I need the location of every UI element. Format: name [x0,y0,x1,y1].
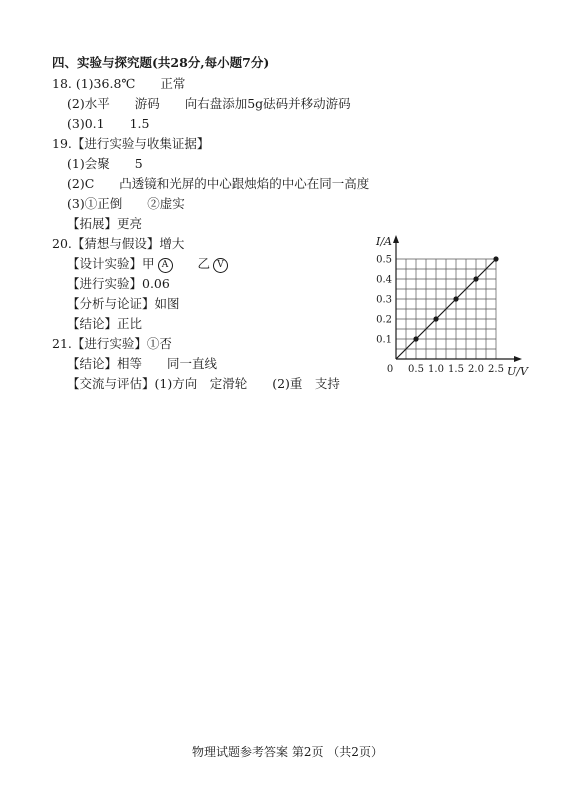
section-title: 四、实验与探究题(共28分,每小题7分) [52,55,270,70]
x-tick-label: 2.0 [468,364,484,375]
y-tick-label: 0.3 [376,294,392,306]
q18-line-3: (3)0.1 1.5 [67,116,150,131]
q20-line-2 [67,256,228,273]
y-tick-label: 0.5 [376,254,392,266]
q19-line-5: 【拓展】更亮 [67,216,143,231]
q19-line-3: (2)C 凸透镜和光屏的中心跟烛焰的中心在同一高度 [67,176,370,191]
q19-line-1: 19.【进行实验与收集证据】 [52,136,210,151]
y-tick-label: 0.4 [376,274,392,286]
data-point [453,296,458,301]
q20-design-label: 【设计实验】甲 [67,256,155,271]
q20-line-1: 20.【猜想与假设】增大 [52,236,185,251]
q20-line-5: 【结论】正比 [67,316,143,331]
iu-graph [368,232,538,382]
y-tick-label: 0.1 [376,334,392,346]
x-tick-label: 2.5 [488,364,504,375]
q18-line-1: 18. (1)36.8℃ 正常 [52,76,186,91]
page-footer: 物理试题参考答案 第2页 （共2页） [192,745,383,759]
y-axis-label: I/A [376,235,392,248]
q20-line-3: 【进行实验】0.06 [67,276,170,291]
y-tick-label: 0.2 [376,314,392,326]
data-point [433,316,438,321]
q20-line-4: 【分析与论证】如图 [67,296,180,311]
x-axis-arrow [514,356,522,362]
data-point [473,276,478,281]
q20-yi-label: 乙 [197,256,211,271]
data-point [413,336,418,341]
x-tick-label: 1.5 [448,364,464,375]
q21-line-1: 21.【进行实验】①否 [52,336,172,351]
q19-line-4: (3)①正倒 ②虚实 [67,196,185,211]
x-tick-label: 1.0 [428,364,444,375]
x-axis-label: U/V [507,365,528,378]
q21-line-3: 【交流与评估】(1)方向 定滑轮 (2)重 支持 [67,376,340,391]
origin-label: 0 [386,364,394,375]
q18-line-2: (2)水平 游码 向右盘添加5g砝码并移动游码 [67,96,351,111]
ammeter-symbol: A [158,258,173,273]
q19-line-2: (1)会聚 5 [67,156,143,171]
x-tick-label: 0.5 [408,364,424,375]
voltmeter-symbol: V [213,258,228,273]
data-point [493,256,498,261]
y-axis-arrow [393,235,399,243]
q21-line-2: 【结论】相等 同一直线 [67,356,218,371]
